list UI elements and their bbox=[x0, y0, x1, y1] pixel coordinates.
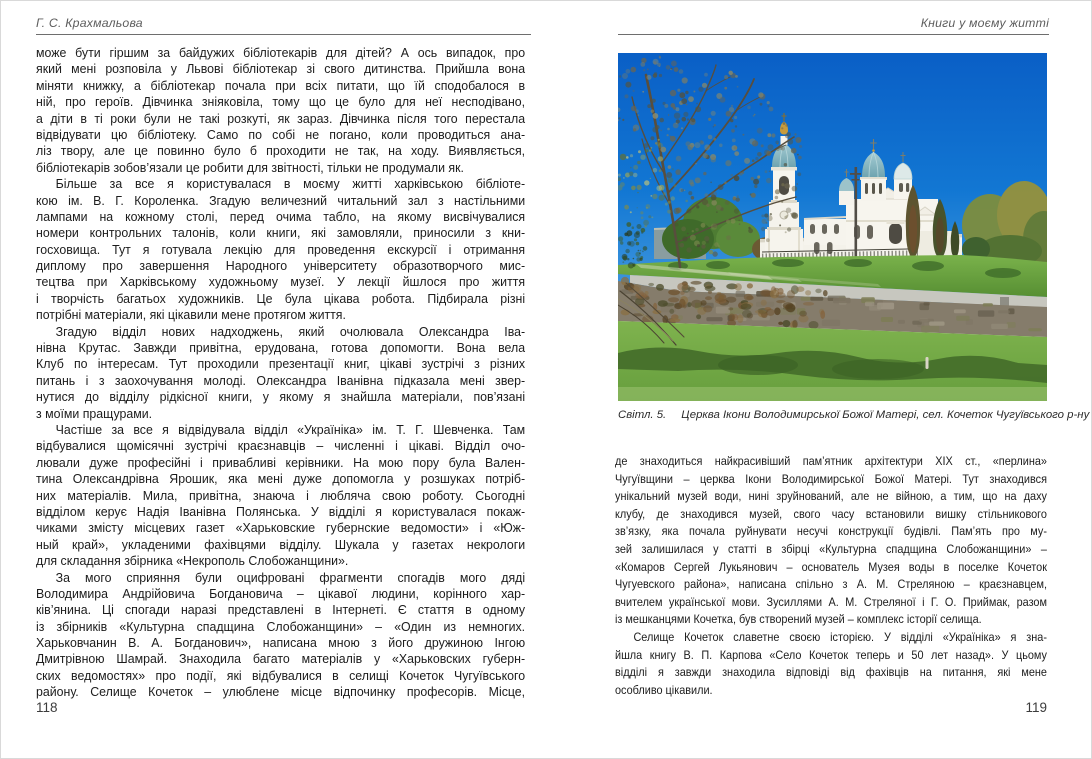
paragraph bbox=[36, 45, 525, 176]
text-line: кою ім. В. Г. Короленка. Згадую величезний читальний зал з настільними bbox=[36, 192, 526, 208]
paragraph bbox=[36, 176, 525, 324]
photo-caption bbox=[618, 409, 1090, 421]
text-line: питань і з заохочування молоді. Олександра Іванівна підказала мені звер- bbox=[36, 372, 526, 388]
text-line: унікальний музей води, нині зруйнований, але не війною, а тим, що на даху bbox=[615, 489, 1047, 504]
text-line: номери контрольних талонів, коли книги, які замовляли, приносили з кни- bbox=[36, 225, 526, 241]
text-line: диплому про завершення Народного університету образотворчого мис- bbox=[36, 258, 526, 274]
text-line: з моїми пращурами. bbox=[36, 405, 153, 421]
text-line: який мені розповіла у Львові бібліотекар зі свого дитинства. Прийшла вона bbox=[36, 61, 526, 77]
text-line: лампами на кожному столі, перед очима табло, на якому висвічувалися bbox=[36, 208, 526, 224]
text-line: Харьковчанин В. А. Богданович», написана мною з його дружиною Інгою bbox=[36, 635, 526, 651]
photo-caption-label: Світл. 5. bbox=[618, 409, 667, 421]
text-line: міняти книжку, а бібліотекар почала при всіх питати, що їй сподобалося в bbox=[36, 77, 526, 93]
text-line: йшла книгу В. П. Карпова «Село Кочеток теперь и 50 лет назад». У цьому bbox=[615, 647, 1047, 662]
text-line: району. Селище Кочеток – улюблене місце відпочинку професорів. Місце, bbox=[36, 684, 526, 700]
text-line: із збірників «Культурна спадщина Слобожанщини» – «Один из немногих. bbox=[36, 618, 526, 634]
paragraph bbox=[36, 570, 525, 701]
text-line: Згадую відділ нових надходжень, який очолювала Олександра Іва- bbox=[55, 323, 526, 339]
text-line: чиками змісту місцевих газет «Харьковские губернские ведомости» і «Юж- bbox=[36, 520, 526, 536]
text-line: бібліотекарів зобов’язали це робити для звітності, тільки не продумали як. bbox=[36, 159, 464, 175]
text-line: Частіше за все я відвідувала відділ «Україніка» ім. Т. Г. Шевченка. Там bbox=[55, 421, 526, 437]
text-line: нівна Крутас. Завжди привітна, ерудована, готова допомогти. Вона вела bbox=[36, 340, 526, 356]
text-line: тецтва при Харківському художньому музеї. У лекції йшлося про життя bbox=[36, 274, 526, 290]
paragraph bbox=[36, 324, 525, 422]
text-line: зей залишилася у статті в збірці «Культурна спадщина Слобожанщини» – bbox=[615, 541, 1047, 556]
page-number-right: 119 bbox=[1025, 700, 1047, 715]
right-page-text bbox=[615, 453, 1047, 699]
text-line: і творчість багатьох художників. Це була цікава робота. Підбирала різні bbox=[36, 290, 526, 306]
running-header-left-label: Г. С. Крахмальова bbox=[36, 16, 143, 30]
church-photo bbox=[618, 53, 1047, 401]
paragraph bbox=[615, 453, 1047, 629]
text-line: відвідувати цю бібліотеку. Само по собі не погано, коли проводиться ана- bbox=[36, 126, 526, 142]
paragraph bbox=[36, 422, 525, 570]
text-line: ских ведомостях» про події, які відбувалися в селищі Кочеток Чугуївського bbox=[36, 667, 526, 683]
text-line: зв’язку, яка почала руйнувати несучі конструкції будівлі. Пам’ять про му- bbox=[615, 524, 1047, 539]
paragraph bbox=[615, 629, 1047, 699]
text-line: Чугуевского района», написана спільно з А. М. Стреляною – краєзнавцем, bbox=[615, 577, 1047, 592]
text-line: Чугуївщини – церква Ікони Володимирської Божої Матері. Тут знаходився bbox=[615, 471, 1047, 486]
left-page-text bbox=[36, 45, 525, 701]
text-line: Дмитрівною Шамрай. Знаходила багато матеріалів у «Харьковских губерн- bbox=[36, 651, 526, 667]
text-line: нутися до відділу рідкісної книги, у якому я знайшла матеріали, пов’язані bbox=[36, 389, 526, 405]
text-line: вчителем української мови. Зусиллями А. М. Стреляної і Г. О. Приймак, разом bbox=[615, 594, 1047, 609]
text-line: відбувалися щомісячні зустрічі краєзнавців – численні і цікаві. Відділ очо- bbox=[36, 438, 526, 454]
text-line: ків’янина. Ці спогади наразі представлені в Інтернеті. Є стаття в одному bbox=[36, 602, 526, 618]
text-line: «Комаров Сергей Лукьянович – основатель Музея воды в поселке Кочеток bbox=[615, 559, 1047, 574]
text-line: тина Олександрівна Ярошик, яка мені дуже допомогла у розшуках потріб- bbox=[36, 471, 526, 487]
text-line: Володимира Андрійовича Богдановича – цікавої людини, корінного хар- bbox=[36, 585, 526, 601]
text-line: для складання збірника «Некрополь Слобожанщини». bbox=[36, 553, 349, 569]
text-line: За мого сприяння були оцифровані фрагменти спогадів мого дяді bbox=[55, 569, 526, 585]
text-line: Селище Кочеток славетне своєю історією. У відділі «Україніка» я зна- bbox=[633, 629, 1047, 644]
text-line: де знаходиться найкрасивіший пам’ятник архітектури XIX ст., «перлина» bbox=[615, 454, 1047, 468]
text-line: ній, про героїв. Дівчинка зніяковіла, тому що це було для неї несподівано, bbox=[36, 94, 526, 110]
text-line: лювали дуже професійні і привабливі керівники. На мою пору була Вален- bbox=[36, 454, 526, 470]
text-line: а діти в ті роки були не такі розкуті, як зараз. Дівчинка після того перестала bbox=[36, 110, 526, 126]
page-number-left: 118 bbox=[36, 700, 58, 715]
text-line: клубу, де знаходився музей, свого часу встановили вишку стільникового bbox=[615, 506, 1047, 521]
text-line: відділі я завжди знаходила відповіді від фахівців на питання, які мене bbox=[615, 665, 1047, 680]
text-line: може бути гіршим за байдужих бібліотекарів для дітей? А ось випадок, про bbox=[36, 45, 526, 60]
running-header-right-label: Книги у моєму житті bbox=[920, 16, 1049, 30]
church-photo-svg bbox=[618, 53, 1047, 401]
text-line: потрібні матеріали, які цікавили мене протягом життя. bbox=[36, 307, 346, 323]
text-line: ный край», укладеними фахівцями відділу. Шукала у газетах некрологи bbox=[36, 536, 526, 552]
running-header-right bbox=[618, 16, 1049, 35]
text-line: відділом керує Надія Іванівна Полянська. У відділі я користувалася покаж- bbox=[36, 503, 526, 519]
text-line: ліз твору, але це повинно було б проходити не так, на ходу. Виявляється, bbox=[36, 143, 526, 159]
running-header-left bbox=[36, 16, 531, 35]
text-line: Клуб по інтересам. Тут проходили презентації книг, цікаві зустрічі з різних bbox=[36, 356, 526, 372]
photo-caption-text: Церква Ікони Володимирської Божої Матері, сел. Кочеток Чугуївського р-ну bbox=[681, 409, 1090, 421]
text-line: них матеріалів. Мила, привітна, знаюча і любляча свою роботу. Сьогодні bbox=[36, 487, 526, 503]
text-line: особливо цікавили. bbox=[615, 682, 713, 697]
text-line: Більше за все я користувалася в моєму житті харківською бібліоте- bbox=[55, 176, 526, 192]
text-line: госховища. Тут я готувала лекцію для проведення екскурсії і отримання bbox=[36, 241, 526, 257]
text-line: із мешканцями Кочетка, був створений музей – комплекс історії селища. bbox=[615, 612, 982, 627]
